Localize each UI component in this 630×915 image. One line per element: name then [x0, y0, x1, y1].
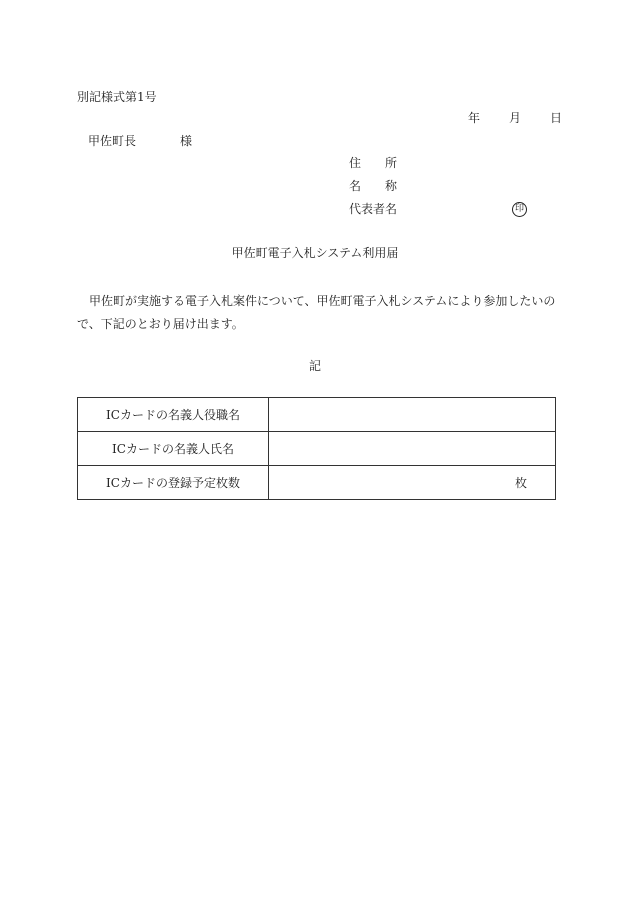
addressee — [88, 133, 192, 149]
addressee-name: 甲佐町長 — [88, 134, 137, 148]
table-cell-label: ICカードの名義人氏名 — [78, 432, 269, 466]
applicant-address-label: 住 所 — [349, 156, 398, 170]
table-cell-value — [269, 432, 556, 466]
ic-card-info-table — [77, 397, 556, 500]
applicant-representative-label: 代表者名 — [349, 202, 398, 216]
table-cell-label: ICカードの名義人役職名 — [78, 398, 269, 432]
body-text: 甲佐町が実施する電子入札案件について、甲佐町電子入札システムにより参加したいので、下記のとおり届け出ます。 — [77, 294, 556, 331]
addressee-honorific: 様 — [180, 134, 193, 148]
document-title: 甲佐町電子入札システム利用届 — [231, 246, 399, 260]
table-cell-label: ICカードの登録予定枚数 — [78, 466, 269, 500]
table-cell-value: 枚 — [269, 466, 556, 500]
applicant-name-label: 名 称 — [349, 179, 398, 193]
date-month-label: 月 — [509, 111, 522, 125]
date-year-label: 年 — [468, 111, 481, 125]
table-row — [78, 466, 556, 500]
ki-heading: 記 — [308, 359, 321, 373]
seal-icon: 印 — [512, 202, 527, 217]
table-cell-value — [269, 398, 556, 432]
table-row — [78, 398, 556, 432]
date-line — [468, 110, 562, 126]
date-day-label: 日 — [550, 111, 563, 125]
form-number: 別記様式第1号 — [77, 90, 157, 104]
table-row — [78, 432, 556, 466]
